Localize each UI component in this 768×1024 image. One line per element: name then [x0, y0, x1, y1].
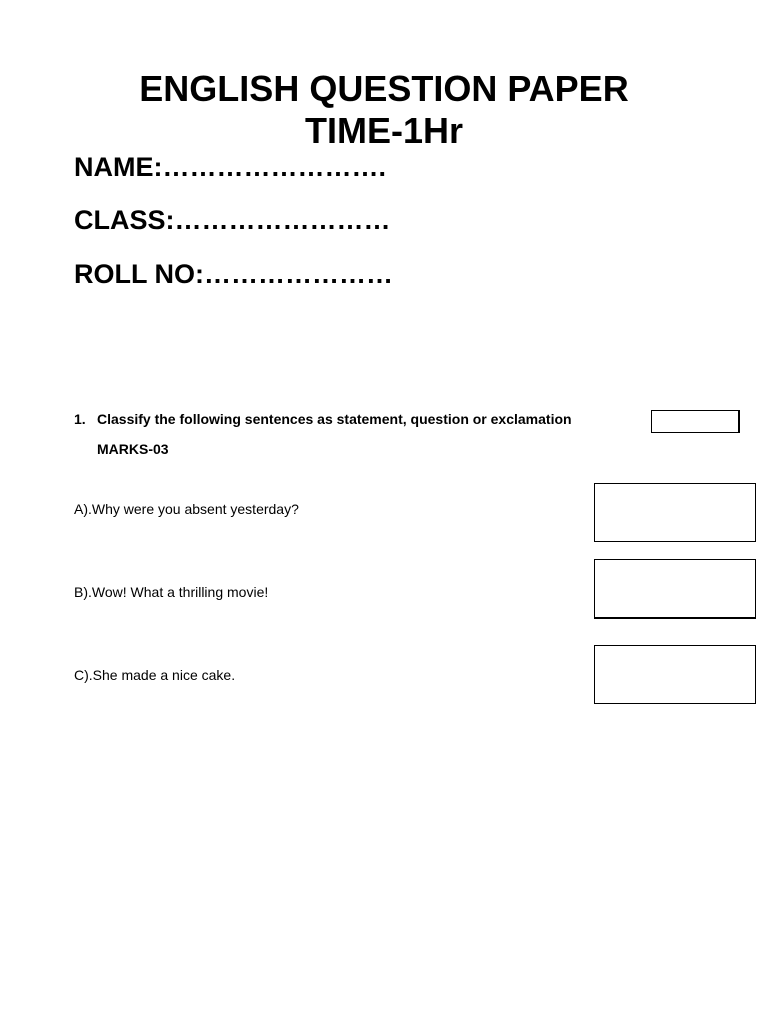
- score-box: [651, 410, 740, 433]
- name-field: NAME:…………………….: [74, 152, 386, 182]
- answer-box-b: [594, 559, 756, 619]
- answer-box-c: [594, 645, 756, 704]
- sentence-b: B).Wow! What a thrilling movie!: [74, 584, 269, 600]
- question-marks: MARKS-03: [97, 441, 169, 457]
- time-allowed: TIME-1Hr: [304, 110, 463, 151]
- answer-box-a: [594, 483, 756, 542]
- question-number: 1.: [74, 411, 86, 427]
- roll-no-field: ROLL NO:…………………: [74, 259, 393, 289]
- class-field: CLASS:……………………: [74, 205, 391, 235]
- sentence-c: C).She made a nice cake.: [74, 667, 236, 683]
- sentence-a: A).Why were you absent yesterday?: [74, 501, 299, 517]
- paper-title: ENGLISH QUESTION PAPER: [139, 68, 629, 109]
- question-text: Classify the following sentences as statement, question or exclamation: [97, 411, 572, 427]
